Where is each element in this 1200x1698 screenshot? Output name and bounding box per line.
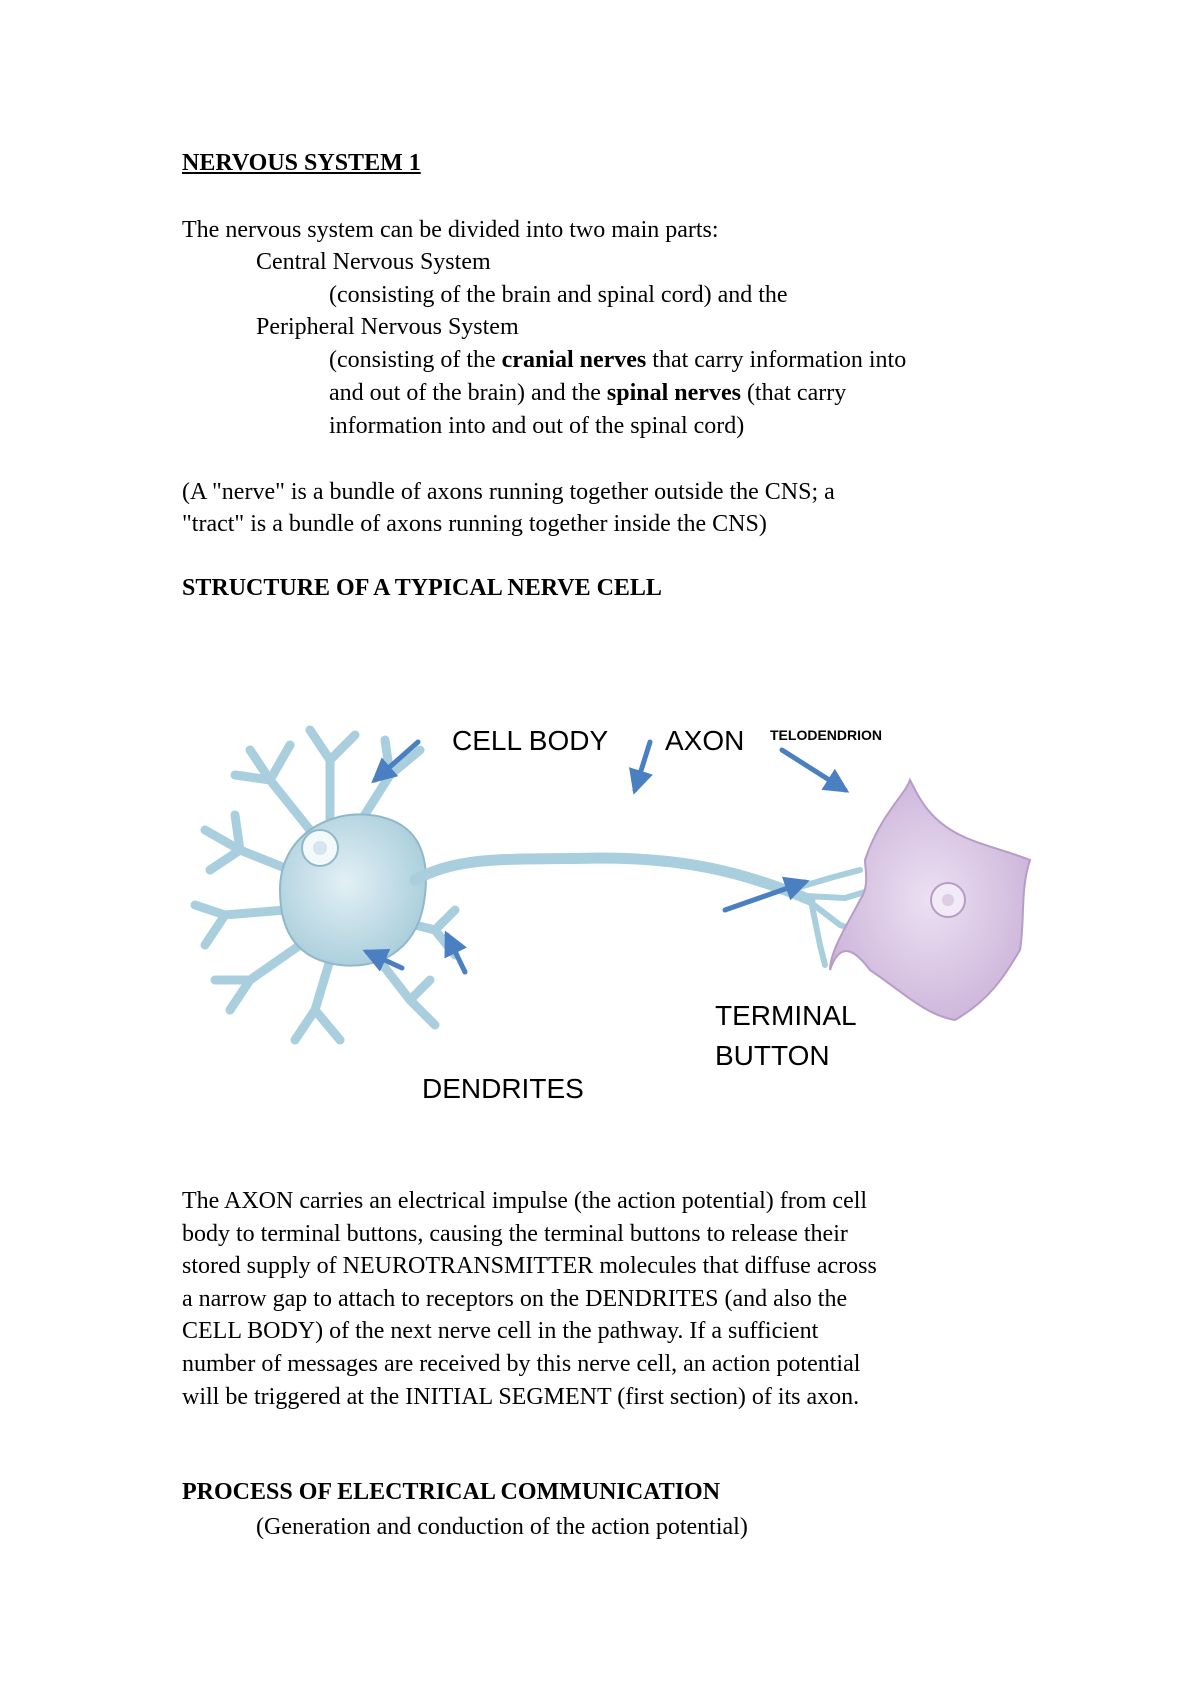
terminal-button-label-line1: TERMINAL [715, 1000, 857, 1031]
paragraph-line: number of messages are received by this nerve cell, an action potential [182, 1351, 861, 1377]
paragraph-line: CELL BODY) of the next nerve cell in the pathway. If a sufficient [182, 1318, 819, 1344]
pns-description-line3: information into and out of the spinal cord) [329, 413, 745, 439]
pns-description-line1 [329, 344, 906, 377]
pns-text: (that carry [740, 380, 847, 406]
target-nucleolus-shape [942, 894, 954, 906]
section-subheading-process: (Generation and conduction of the action potential) [256, 1514, 748, 1540]
terminal-button-label-line2: BUTTON [715, 1040, 830, 1071]
page-title: NERVOUS SYSTEM 1 [182, 150, 421, 176]
paragraph-line: stored supply of NEUROTRANSMITTER molecules that diffuse across [182, 1253, 877, 1279]
paragraph-line: The AXON carries an electrical impulse (the action potential) from cell [182, 1188, 868, 1214]
dendrites-label: DENDRITES [422, 1073, 584, 1104]
neuron-diagram [180, 720, 1040, 1120]
paragraph-line: a narrow gap to attach to receptors on the DENDRITES (and also the [182, 1286, 848, 1312]
cell-body-label: CELL BODY [452, 725, 609, 756]
pns-text: that carry information into [646, 347, 907, 373]
telodendrion-label: TELODENDRION [770, 727, 882, 743]
cns-description: (consisting of the brain and spinal cord) and the [329, 282, 788, 308]
section-heading-process: PROCESS OF ELECTRICAL COMMUNICATION [182, 1479, 721, 1505]
cranial-nerves-term: cranial nerves [501, 347, 647, 373]
note-line-1: (A "nerve" is a bundle of axons running together outside the CNS; a [182, 479, 835, 505]
cns-label: Central Nervous System [256, 249, 491, 275]
spinal-nerves-term: spinal nerves [606, 380, 741, 406]
pns-text: and out of the brain) and the [329, 380, 607, 406]
paragraph-line: body to terminal buttons, causing the terminal buttons to release their [182, 1221, 848, 1247]
pns-description-line2 [329, 377, 846, 410]
section-heading-structure: STRUCTURE OF A TYPICAL NERVE CELL [182, 575, 662, 601]
pns-text: (consisting of the [329, 347, 502, 373]
axon-label: AXON [665, 725, 745, 756]
cell-body-shape [280, 814, 426, 965]
intro-text: The nervous system can be divided into two main parts: [182, 217, 719, 243]
nucleolus-shape [313, 841, 327, 855]
pns-label: Peripheral Nervous System [256, 314, 519, 340]
note-line-2: "tract" is a bundle of axons running together inside the CNS) [182, 511, 767, 537]
axon-shape [415, 858, 810, 900]
paragraph-line: will be triggered at the INITIAL SEGMENT (first section) of its axon. [182, 1384, 860, 1410]
